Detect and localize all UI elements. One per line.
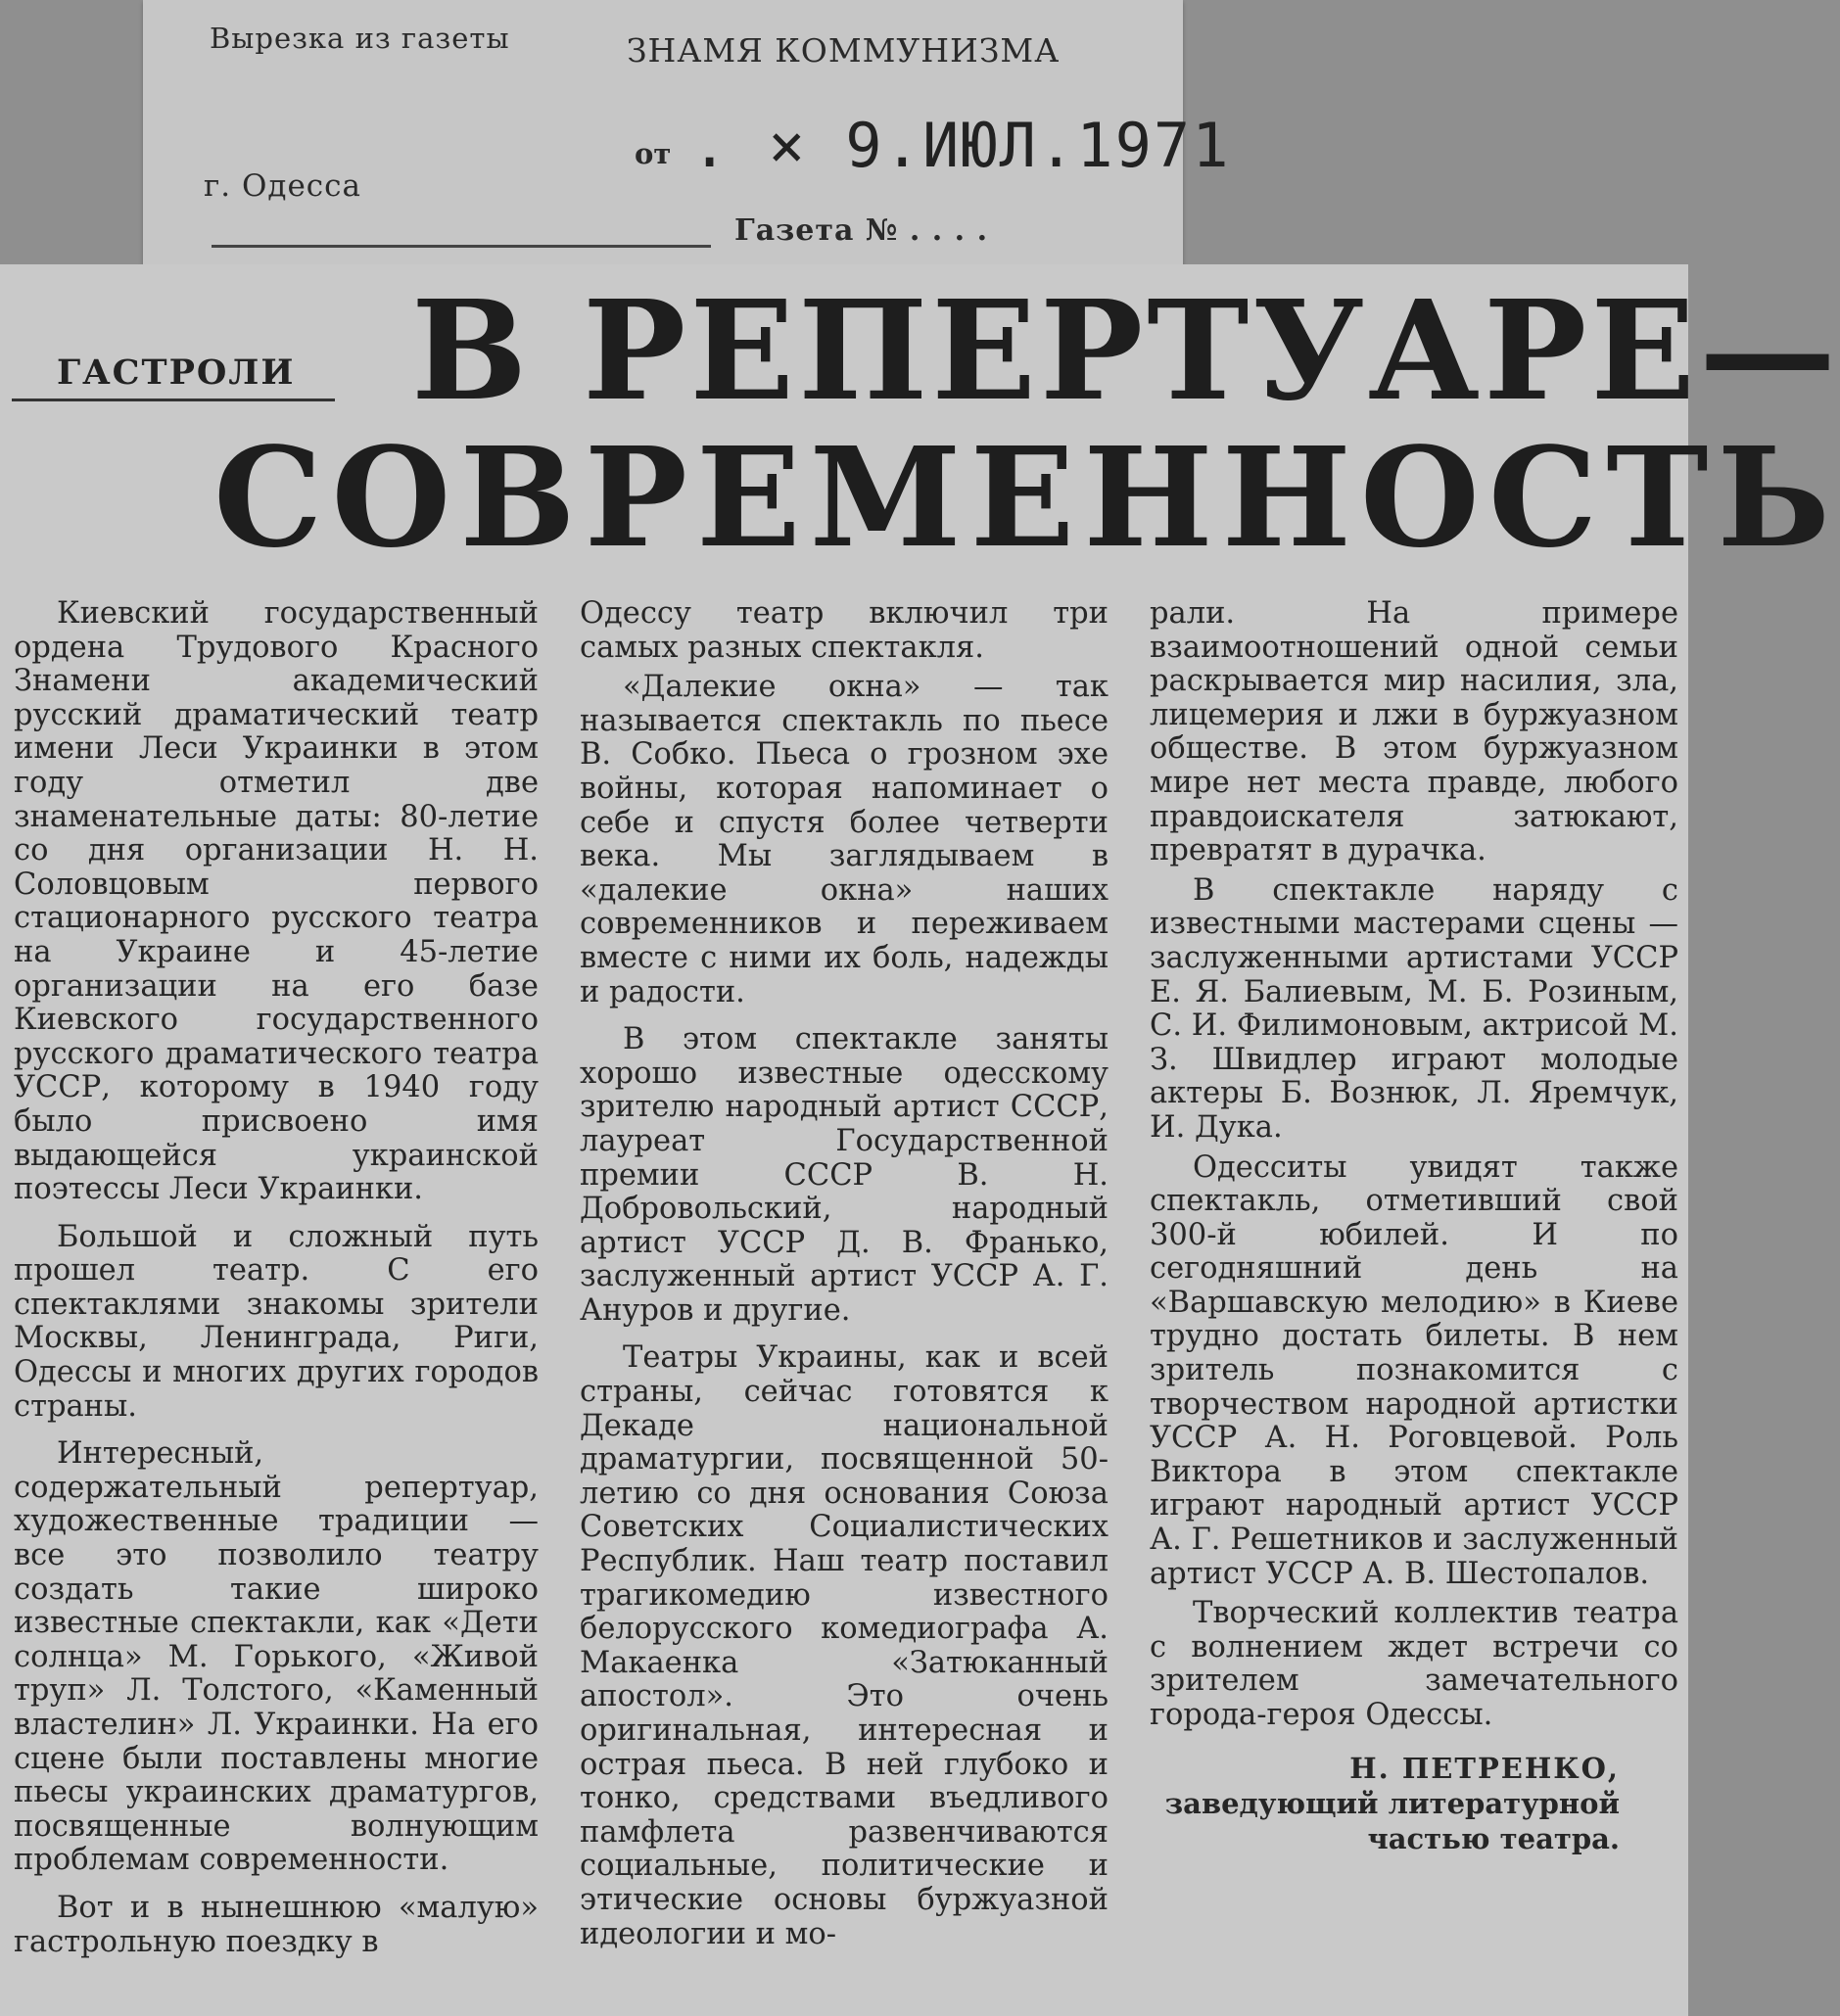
paragraph: Одессу театр включил три самых разных спектакля.	[580, 596, 1109, 665]
paragraph: Интересный, содержательный репертуар, художественные традиции — все это позволило театру создать такие широко известные спектакли, как «Дети солнца» М. Горького, «Живой труп» Л. Толстого, «Каменный властелин» Л. Украинки. На его сцене были поставлены многие пьесы украинских драматургов, посвященные волнующим проблемам современности.	[14, 1436, 539, 1878]
clipping-source-label: Вырезка из газеты	[210, 22, 510, 55]
issue-number-label: Газета № . . . .	[734, 213, 989, 248]
paragraph: Творческий коллектив театра с волнением ждет встречи со зрителем замечательного города-героя Одессы.	[1150, 1596, 1678, 1732]
author-signature	[1150, 1751, 1678, 1856]
paragraph: Большой и сложный путь прошел театр. С его спектаклями знакомы зрители Москвы, Ленинграда, Риги, Одессы и многих других городов страны.	[14, 1219, 539, 1424]
paragraph: рали. На примере взаимоотношений одной семьи раскрывается мир насилия, зла, лицемерия и лжи в буржуазном обществе. В этом буржуазном мире нет места правде, любого правдоискателя затюкают, превратят в дурачка.	[1150, 596, 1678, 868]
date-prefix: от	[635, 137, 672, 170]
paragraph: В спектакле наряду с известными мастерами сцены — заслуженными артистами УССР Е. Я. Балиевым, М. Б. Розиным, С. И. Филимоновым, актрисой М. З. Швидлер играют молодые актеры Б. Вознюк, Л. Яремчук, И. Дука.	[1150, 872, 1678, 1145]
text-column-1	[14, 597, 539, 1965]
paragraph: Театры Украины, как и всей страны, сейчас готовятся к Декаде национальной драматургии, посвященной 50-летию со дня основания Союза Советских Социалистических Республик. Наш театр поставил трагикомедию известного белорусского комедиографа А. Макаенка «Затюканный апостол». Это очень оригинальная, интересная и острая пьеса. В ней глубоко и тонко, средствами въедливого памфлета развенчиваются социальные, политические и этические основы буржуазной идеологии и мо-	[580, 1340, 1109, 1951]
rubric-underline	[12, 399, 335, 401]
city-label: г. Одесса	[204, 168, 362, 204]
newspaper-name: ЗНАМЯ КОММУНИЗМА	[627, 31, 1061, 70]
clipping-label	[143, 0, 1231, 266]
paragraph: Одесситы увидят также спектакль, отметивший свой 300-й юбилей. И по сегодняшний день на «Варшавскую мелодию» в Киеве трудно достать билеты. В нем зритель познакомится с творчеством народной артистки УССР А. Н. Роговцевой. Роль Виктора в этом спектакле играют народный артист УССР А. Г. Решетников и заслуженный артист УССР А. В. Шестопалов.	[1150, 1149, 1678, 1591]
article-body	[0, 597, 1688, 2007]
rubric-label: ГАСТРОЛИ	[57, 352, 296, 393]
headline-line-1: В РЕПЕРТУАРЕ—	[411, 271, 1840, 432]
newspaper-article	[0, 264, 1840, 2016]
paragraph: В этом спектакле заняты хорошо известные одесскому зрителю народный артист СССР, лауреат Государственной премии СССР В. Н. Добровольский, народный артист УССР Д. В. Франько, заслуженный артист УССР А. Г. Ануров и другие.	[580, 1022, 1109, 1328]
divider-line	[212, 245, 711, 248]
paragraph: Вот и в нынешнюю «малую» гастрольную поездку в	[14, 1890, 539, 1959]
text-column-3	[1150, 597, 1678, 1856]
text-column-2	[580, 597, 1109, 1957]
headline-line-2: СОВРЕМЕННОСТЬ	[213, 418, 1840, 579]
paragraph: «Далекие окна» — так называется спектакль по пьесе В. Собко. Пьеса о грозном эхе войны, которая напоминает о себе и спустя более четверти века. Мы заглядываем в «далекие окна» наших современников и переживаем вместе с ними их боль, надежды и радости.	[580, 670, 1109, 1009]
author-role: заведующий литературной	[1164, 1786, 1620, 1820]
date-stamp: . × 9.ИЮЛ.1971	[691, 110, 1231, 181]
author-name: Н. ПЕТРЕНКО,	[1349, 1751, 1620, 1785]
author-role: частью театра.	[1367, 1821, 1620, 1855]
paragraph: Киевский государственный ордена Трудового Красного Знамени академический русский драматический театр имени Леси Украинки в этом году отметил две знаменательные даты: 80-летие со дня организации Н. Н. Соловцовым первого стационарного русского театра на Украине и 45-летие организации на его базе Киевского государственного русского драматического театра УССР, которому в 1940 году было присвоено имя выдающейся украинской поэтессы Леси Украинки.	[14, 596, 539, 1207]
